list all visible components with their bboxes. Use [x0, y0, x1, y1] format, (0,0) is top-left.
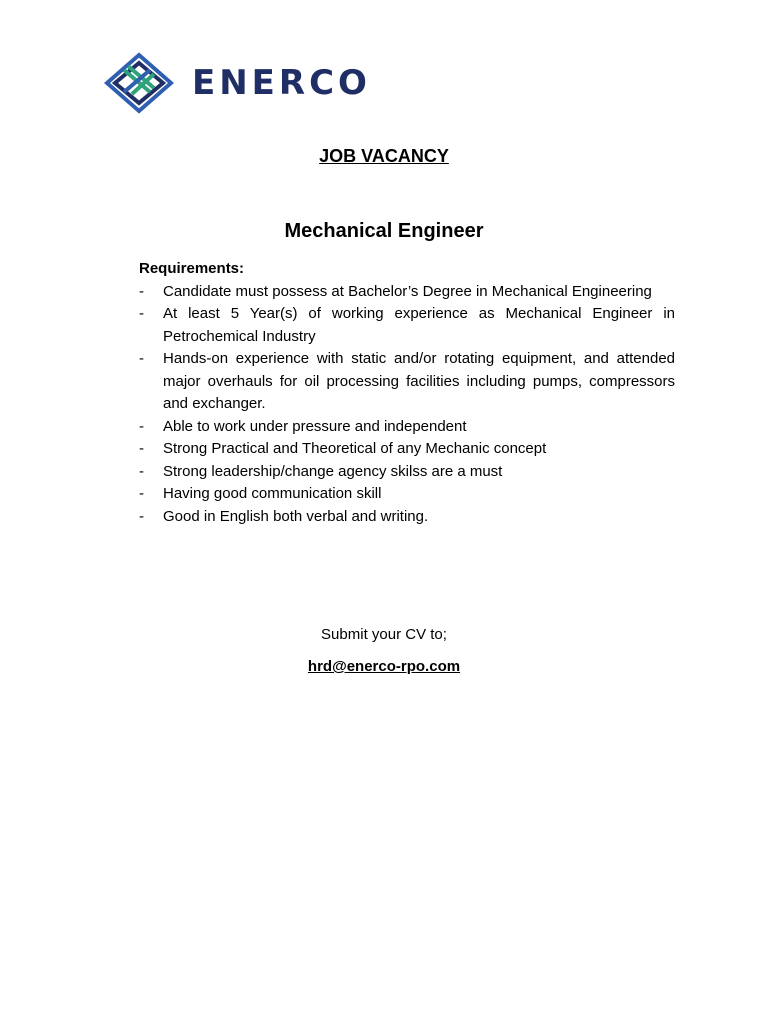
- requirement-text: Strong Practical and Theoretical of any Mechanic concept: [163, 440, 547, 457]
- bullet-dash: -: [139, 462, 144, 480]
- bullet-dash: -: [139, 485, 144, 502]
- list-item: [139, 281, 675, 304]
- requirement-text: At least 5 Year(s) of working experience as Mechanical Engineer in Petrochemical Industry: [163, 305, 675, 345]
- list-item: [139, 461, 675, 484]
- list-item: [139, 483, 675, 506]
- email-link[interactable]: hrd@enerco-rpo.com: [307, 658, 461, 675]
- bullet-dash: -: [139, 350, 144, 367]
- page-title: JOB VACANCY: [319, 146, 449, 166]
- requirement-text: Good in English both verbal and writing.: [163, 507, 429, 525]
- bullet-dash: -: [139, 507, 144, 525]
- requirement-text: Candidate must possess at Bachelor’s Degree in Mechanical Engineering: [163, 282, 652, 300]
- list-item: [139, 416, 675, 439]
- enerco-logo-icon: [104, 52, 174, 114]
- requirement-text: Having good communication skill: [163, 485, 382, 502]
- submit-instruction: Submit your CV to;: [321, 626, 447, 643]
- list-item: [139, 506, 675, 529]
- bullet-dash: -: [139, 305, 144, 322]
- list-item: [139, 348, 675, 416]
- requirement-text: Able to work under pressure and independent: [163, 417, 467, 435]
- bullet-dash: -: [139, 417, 144, 435]
- list-item: [139, 303, 675, 348]
- logo-wordmark: ENERCO: [192, 63, 371, 103]
- requirements-list: [139, 281, 675, 529]
- list-item: [139, 438, 675, 461]
- bullet-dash: -: [139, 440, 144, 457]
- requirement-text: Hands-on experience with static and/or rotating equipment, and attended major overhauls for oil processing facilities including pumps, compressors and exchanger.: [163, 350, 675, 412]
- position-title: Mechanical Engineer: [284, 220, 484, 242]
- bullet-dash: -: [139, 282, 144, 300]
- requirement-text: Strong leadership/change agency skilss are a must: [163, 462, 503, 480]
- requirements-label: Requirements:: [139, 260, 245, 277]
- company-logo: [104, 52, 371, 114]
- requirements-section: [139, 258, 675, 528]
